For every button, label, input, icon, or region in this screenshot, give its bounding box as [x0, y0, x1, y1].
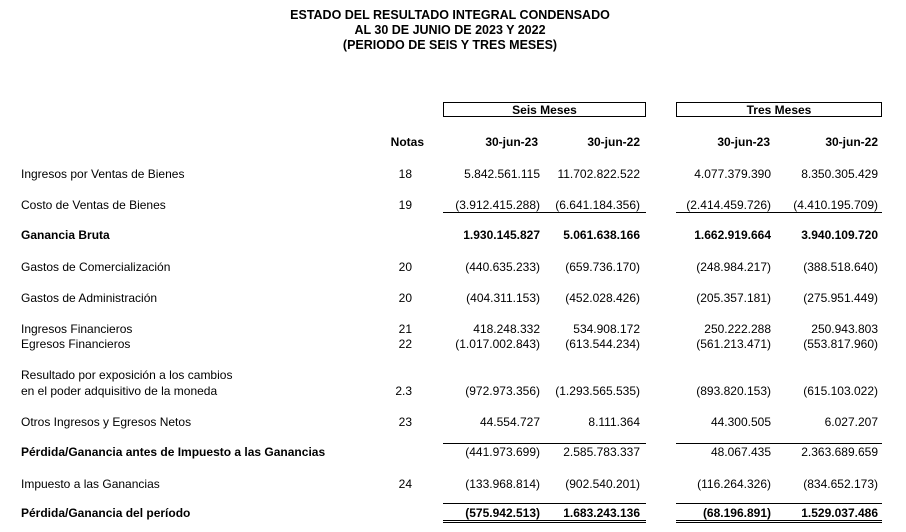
cell-three-2022: 250.943.803 [811, 322, 878, 336]
cell-six-2022: 8.111.364 [588, 415, 640, 429]
cell-six-2023: (972.973.356) [465, 384, 540, 398]
row-label: Impuesto a las Ganancias [21, 477, 160, 491]
row-label: Gastos de Administración [21, 291, 158, 305]
cell-six-2023: (575.942.513) [465, 506, 540, 520]
cell-six-2022: (613.544.234) [565, 337, 640, 351]
row-note: 24 [398, 477, 412, 491]
row-note: 22 [398, 337, 412, 351]
cell-three-2023: 1.662.919.664 [694, 228, 771, 242]
cell-three-2022: 6.027.207 [824, 415, 878, 429]
cell-three-2023: (893.820.153) [696, 384, 771, 398]
double-underline [676, 520, 882, 523]
cell-six-2023: (3.912.415.288) [455, 198, 540, 212]
row-label: Egresos Financieros [21, 337, 131, 351]
group-three-months: Tres Meses [676, 102, 882, 117]
double-underline [443, 520, 646, 523]
row-note: 19 [398, 198, 412, 212]
cell-six-2022: 11.702.822.522 [557, 167, 640, 181]
header-notas: Notas [390, 135, 424, 149]
row-label: Ganancia Bruta [21, 228, 110, 242]
total-rule [676, 503, 882, 504]
row-label: Gastos de Comercialización [21, 260, 171, 274]
report-date: AL 30 DE JUNIO DE 2023 Y 2022 [354, 23, 546, 37]
cell-three-2022: 2.363.689.659 [801, 445, 878, 459]
cell-six-2023: 44.554.727 [479, 415, 540, 429]
cell-six-2023: (133.968.814) [465, 477, 540, 491]
row-label: Ingresos Financieros [21, 322, 133, 336]
row-label: Pérdida/Ganancia antes de Impuesto a las Ganancias [21, 445, 326, 459]
row-label: Pérdida/Ganancia del período [21, 506, 191, 520]
cell-three-2022: 3.940.109.720 [801, 228, 878, 242]
cell-six-2023: (404.311.153) [466, 291, 540, 305]
row-note: 20 [398, 260, 412, 274]
cell-six-2022: 2.585.783.337 [563, 445, 640, 459]
cell-six-2022: 1.683.243.136 [563, 506, 640, 520]
cell-three-2022: 1.529.037.486 [801, 506, 878, 520]
cell-six-2022: (452.028.426) [565, 291, 640, 305]
row-label: Costo de Ventas de Bienes [21, 198, 166, 212]
row-label: Ingresos por Ventas de Bienes [21, 167, 185, 181]
subtotal-rule [676, 212, 882, 213]
cell-three-2023: (561.213.471) [696, 337, 771, 351]
cell-six-2022: 534.908.172 [573, 322, 640, 336]
cell-three-2022: 8.350.305.429 [801, 167, 878, 181]
cell-six-2022: (6.641.184.356) [555, 198, 640, 212]
row-note: 18 [398, 167, 412, 181]
cell-three-2022: (388.518.640) [803, 260, 878, 274]
cell-three-2023: 48.067.435 [710, 445, 771, 459]
total-rule [443, 503, 646, 504]
cell-six-2023: (441.973.699) [465, 445, 540, 459]
subtotal-rule [443, 212, 646, 213]
cell-six-2023: 5.842.561.115 [464, 167, 540, 181]
cell-six-2023: (440.635.233) [465, 260, 540, 274]
cell-three-2023: (248.984.217) [696, 260, 771, 274]
header-three-2022: 30-jun-22 [825, 135, 878, 149]
cell-three-2022: (834.652.173) [803, 477, 878, 491]
cell-three-2022: (615.103.022) [803, 384, 878, 398]
cell-six-2022: (1.293.565.535) [555, 384, 640, 398]
cell-three-2023: (116.264.326) [697, 477, 771, 491]
subtotal-rule [676, 443, 882, 444]
cell-six-2022: (902.540.201) [565, 477, 640, 491]
cell-six-2023: 418.248.332 [473, 322, 540, 336]
row-note: 23 [398, 415, 412, 429]
cell-six-2022: (659.736.170) [565, 260, 640, 274]
header-six-2022: 30-jun-22 [587, 135, 640, 149]
row-note: 21 [398, 322, 412, 336]
subtotal-rule [443, 443, 646, 444]
cell-three-2023: 250.222.288 [704, 322, 771, 336]
row-label-continued: en el poder adquisitivo de la moneda [21, 384, 218, 398]
cell-three-2023: (68.196.891) [702, 506, 771, 520]
report-title: ESTADO DEL RESULTADO INTEGRAL CONDENSADO [290, 8, 610, 22]
row-note: 2.3 [395, 384, 412, 398]
header-three-2023: 30-jun-23 [717, 135, 770, 149]
cell-six-2023: (1.017.002.843) [455, 337, 540, 351]
row-label: Resultado por exposición a los cambios [21, 368, 233, 382]
report-period: (PERIODO DE SEIS Y TRES MESES) [342, 38, 558, 52]
cell-three-2022: (275.951.449) [803, 291, 878, 305]
cell-six-2022: 5.061.638.166 [563, 228, 640, 242]
cell-three-2023: 44.300.505 [710, 415, 771, 429]
group-six-months: Seis Meses [443, 102, 646, 117]
cell-three-2022: (553.817.960) [803, 337, 878, 351]
cell-six-2023: 1.930.145.827 [463, 228, 540, 242]
row-note: 20 [398, 291, 412, 305]
row-label: Otros Ingresos y Egresos Netos [21, 415, 192, 429]
cell-three-2022: (4.410.195.709) [793, 198, 878, 212]
cell-three-2023: (205.357.181) [696, 291, 771, 305]
cell-three-2023: (2.414.459.726) [686, 198, 771, 212]
header-six-2023: 30-jun-23 [485, 135, 538, 149]
cell-three-2023: 4.077.379.390 [694, 167, 771, 181]
